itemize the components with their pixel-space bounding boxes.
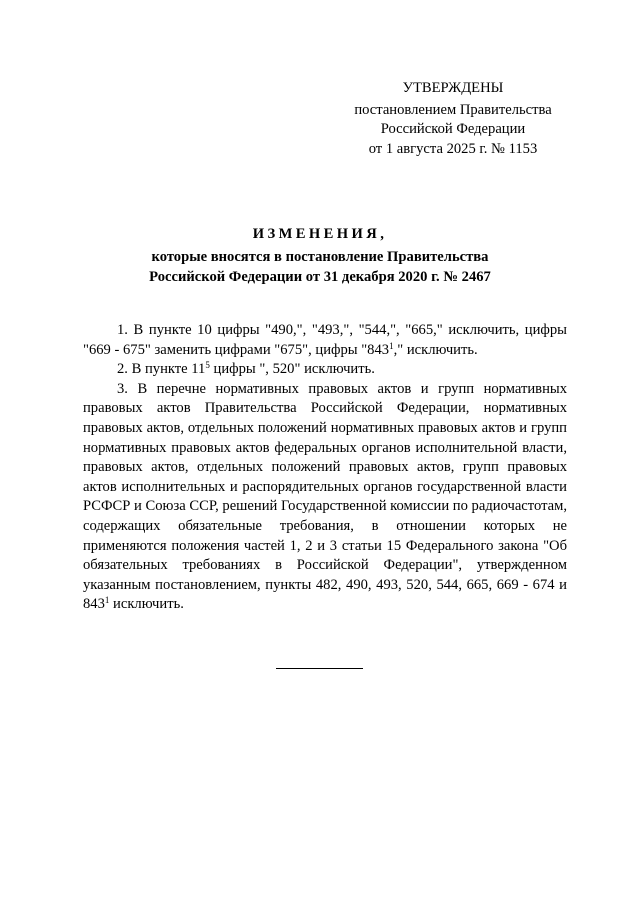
item-3-superscript: 1 bbox=[104, 595, 110, 606]
closing-divider bbox=[276, 668, 363, 669]
document-subtitle bbox=[0, 248, 640, 287]
approval-block bbox=[348, 79, 558, 159]
approval-line-2: Российской Федерации bbox=[380, 121, 526, 137]
item-3-text: 3. В перечне нормативных правовых актов и групп нормативных правовых актов Правительства Российской Федерации, нормативных правовых актов, отдельных положений нормативных правовых актов и групп нормативных правовых актов федеральных органов исполнительной власти, правовых актов, отдельных положений правовых актов, групп правовых актов исполнительных и распорядительных органов государственной власти РСФСР и Союза ССР, решений Государственной комиссии по радиочастотам, содержащих обязательные требования, в отношении которых не применяются положения частей 1, 2 и 3 статьи 15 Федерального закона "Об обязательных требованиях в Российской Федерации", утвержденном указанным постановлением, пункты 482, 490, 493, 520, 544, 665, 669 - 674 и 843 bbox=[83, 380, 567, 613]
item-2-superscript: 5 bbox=[205, 360, 210, 371]
approval-line-1: постановлением Правительства bbox=[354, 101, 552, 118]
document-body bbox=[83, 321, 567, 615]
approval-heading: УТВЕРЖДЕНЫ bbox=[402, 80, 504, 96]
item-2-text: 2. В пункте 11 bbox=[117, 361, 206, 378]
document-title: ИЗМЕНЕНИЯ, bbox=[252, 226, 388, 242]
item-1-text-end: ," исключить. bbox=[393, 341, 478, 358]
amendment-item-3 bbox=[83, 380, 567, 615]
subtitle-line-2: Российской Федерации от 31 декабря 2020 г. № 2467 bbox=[149, 268, 491, 285]
item-1-superscript: 1 bbox=[389, 340, 394, 351]
item-3-text-end: исключить. bbox=[109, 596, 184, 613]
approval-line-3: от 1 августа 2025 г. № 1153 bbox=[368, 140, 538, 157]
item-2-text-end: цифры ", 520" исключить. bbox=[209, 361, 375, 378]
subtitle-line-1: которые вносятся в постановление Правительства bbox=[151, 249, 489, 265]
amendment-item-2 bbox=[83, 360, 567, 380]
item-1-text: 1. В пункте 10 цифры "490,", "493,", "544,", "665," исключить, цифры "669 - 675" заменить цифрами "675", цифры "843 bbox=[83, 322, 567, 358]
amendment-item-1 bbox=[83, 321, 567, 360]
